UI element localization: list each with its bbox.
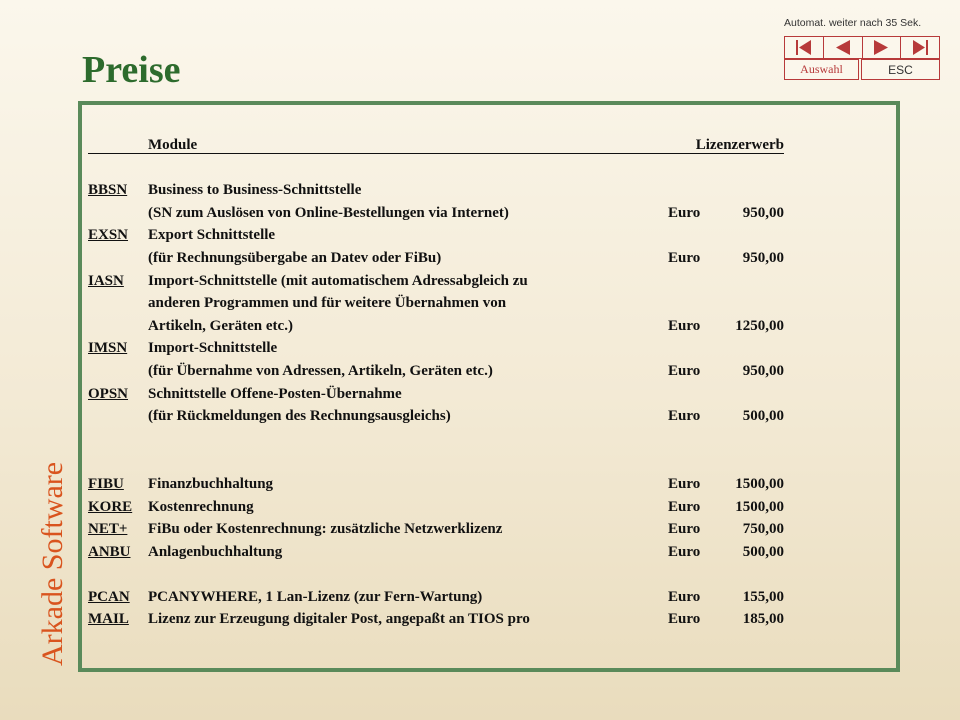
module-description: Kostenrechnung bbox=[148, 498, 254, 515]
table-row bbox=[88, 383, 784, 406]
table-row bbox=[88, 247, 784, 270]
module-group-accounting bbox=[88, 473, 784, 563]
table-row bbox=[88, 202, 784, 225]
table-row bbox=[88, 473, 784, 496]
side-brand-label: Arkade Software bbox=[36, 461, 69, 666]
last-slide-button[interactable] bbox=[900, 36, 940, 59]
module-code: NET+ bbox=[88, 521, 128, 538]
price-amount: 155,00 bbox=[742, 588, 784, 605]
price-amount: 500,00 bbox=[742, 543, 784, 560]
module-description: (für Rechnungsübergabe an Datev oder FiBu) bbox=[148, 249, 442, 266]
table-row bbox=[88, 315, 784, 338]
table-row bbox=[88, 405, 784, 428]
table-row bbox=[88, 541, 784, 564]
module-description: Business to Business-Schnittstelle bbox=[148, 182, 362, 199]
module-code: IASN bbox=[88, 272, 124, 289]
module-code: EXSN bbox=[88, 227, 129, 244]
price-amount: 950,00 bbox=[742, 249, 784, 266]
module-code: OPSN bbox=[88, 385, 129, 402]
module-code: PCAN bbox=[88, 588, 130, 605]
table-row bbox=[88, 586, 784, 609]
table-row bbox=[88, 224, 784, 247]
price-currency: Euro bbox=[668, 611, 701, 628]
price-currency: Euro bbox=[668, 498, 701, 515]
auswahl-button[interactable]: Auswahl bbox=[784, 59, 859, 80]
module-description: Anlagenbuchhaltung bbox=[148, 543, 283, 560]
module-code: ANBU bbox=[88, 543, 131, 560]
module-description: Schnittstelle Offene-Posten-Übernahme bbox=[148, 385, 402, 402]
price-currency: Euro bbox=[668, 249, 701, 266]
module-description: (für Rückmeldungen des Rechnungsausgleichs) bbox=[148, 408, 451, 425]
price-amount: 500,00 bbox=[742, 408, 784, 425]
header-module: Module bbox=[148, 137, 198, 153]
module-description: anderen Programmen und für weitere Übernahmen von bbox=[148, 295, 507, 312]
price-amount: 1500,00 bbox=[735, 498, 784, 515]
module-code: KORE bbox=[88, 498, 133, 515]
price-currency: Euro bbox=[668, 521, 701, 538]
page-title: Preise bbox=[82, 49, 181, 91]
table-row bbox=[88, 608, 784, 631]
module-description: Finanzbuchhaltung bbox=[148, 475, 274, 492]
price-currency: Euro bbox=[668, 475, 701, 492]
nav-label-row bbox=[784, 59, 940, 80]
module-description: PCANYWHERE, 1 Lan-Lizenz (zur Fern-Wartung) bbox=[148, 588, 483, 605]
price-table bbox=[88, 134, 784, 631]
price-amount: 1500,00 bbox=[735, 475, 784, 492]
module-code: BBSN bbox=[88, 182, 128, 199]
module-code: MAIL bbox=[88, 611, 129, 628]
price-currency: Euro bbox=[668, 362, 701, 379]
esc-button[interactable]: ESC bbox=[861, 59, 940, 80]
table-row bbox=[88, 360, 784, 383]
module-description: Artikeln, Geräten etc.) bbox=[148, 317, 293, 334]
price-currency: Euro bbox=[668, 408, 701, 425]
play-left-icon bbox=[834, 39, 852, 56]
module-group-extras bbox=[88, 586, 784, 631]
table-row bbox=[88, 496, 784, 519]
module-code: IMSN bbox=[88, 340, 128, 357]
skip-last-icon bbox=[911, 39, 929, 56]
table-row bbox=[88, 270, 784, 293]
module-description: Lizenz zur Erzeugung digitaler Post, angepaßt an TIOS pro bbox=[148, 611, 530, 628]
next-slide-button[interactable] bbox=[862, 36, 901, 59]
price-currency: Euro bbox=[668, 204, 701, 221]
price-amount: 185,00 bbox=[742, 611, 784, 628]
module-description: Import-Schnittstelle (mit automatischem Adressabgleich zu bbox=[148, 272, 528, 289]
module-description: Import-Schnittstelle bbox=[148, 340, 278, 357]
price-currency: Euro bbox=[668, 588, 701, 605]
module-description: FiBu oder Kostenrechnung: zusätzliche Netzwerklizenz bbox=[148, 521, 503, 538]
price-amount: 950,00 bbox=[742, 362, 784, 379]
table-header bbox=[88, 134, 784, 157]
navigation-bar bbox=[784, 36, 940, 59]
module-group-interfaces bbox=[88, 179, 784, 428]
table-row bbox=[88, 292, 784, 315]
previous-slide-button[interactable] bbox=[823, 36, 862, 59]
skip-first-icon bbox=[795, 39, 813, 56]
module-description: (SN zum Auslösen von Online-Bestellungen via Internet) bbox=[148, 204, 509, 221]
table-row bbox=[88, 337, 784, 360]
price-currency: Euro bbox=[668, 317, 701, 334]
price-amount: 750,00 bbox=[742, 521, 784, 538]
price-amount: 950,00 bbox=[742, 204, 784, 221]
first-slide-button[interactable] bbox=[784, 36, 823, 59]
module-description: Export Schnittstelle bbox=[148, 227, 276, 244]
module-code: FIBU bbox=[88, 475, 124, 492]
price-currency: Euro bbox=[668, 543, 701, 560]
play-right-icon bbox=[872, 39, 890, 56]
table-row bbox=[88, 518, 784, 541]
table-row bbox=[88, 179, 784, 202]
auto-advance-text: Automat. weiter nach 35 Sek. bbox=[784, 17, 922, 29]
header-license: Lizenzerwerb bbox=[695, 137, 784, 153]
module-description: (für Übernahme von Adressen, Artikeln, Geräten etc.) bbox=[148, 362, 493, 379]
price-amount: 1250,00 bbox=[735, 317, 784, 334]
